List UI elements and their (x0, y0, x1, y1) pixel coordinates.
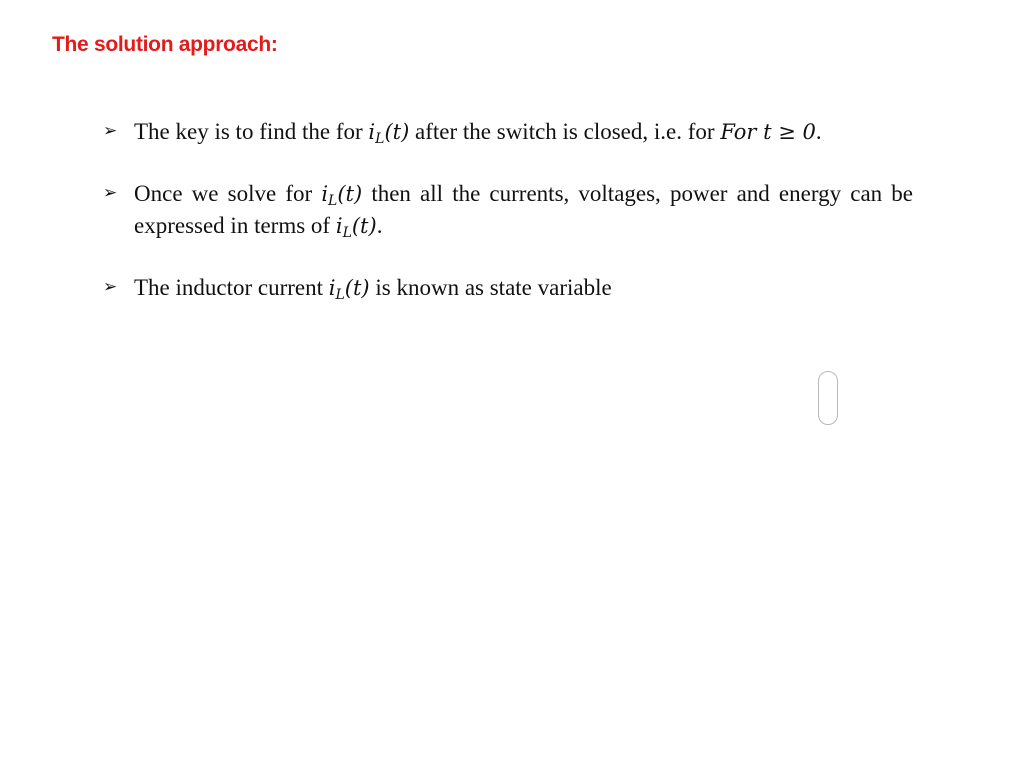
math-expression: For t ≥ 0 (720, 120, 816, 144)
math-expression: $i_L(t)$ (321, 182, 363, 209)
math-expression: $i_L(t)$ (328, 276, 370, 303)
bullet-text: is known as state variable (375, 275, 612, 300)
arrow-bullet-icon: ➢ (103, 121, 118, 141)
math-expression: $i_L(t)$ (368, 120, 410, 147)
bullet-text: The inductor current (134, 275, 324, 300)
bullet-text: Once we solve for (134, 181, 313, 206)
bullet-text: The key is to find the for (134, 119, 363, 144)
bullet-text: after the switch is closed, i.e. for (415, 119, 715, 144)
bullet-text: . (376, 213, 383, 238)
math-expression: $i_L(t)$ (335, 214, 377, 241)
bullet-text: then all the currents, voltages, power and energy can be expressed in terms of (134, 181, 914, 238)
bullet-item (103, 116, 913, 148)
arrow-bullet-icon: ➢ (103, 277, 118, 297)
bullet-text: . (815, 119, 822, 144)
arrow-bullet-icon: ➢ (103, 183, 118, 203)
rounded-handle-icon[interactable] (818, 371, 838, 425)
bullet-item (103, 272, 913, 304)
bullet-list (103, 116, 913, 334)
bullet-item (103, 178, 913, 242)
slide-title: The solution approach: (52, 33, 278, 56)
